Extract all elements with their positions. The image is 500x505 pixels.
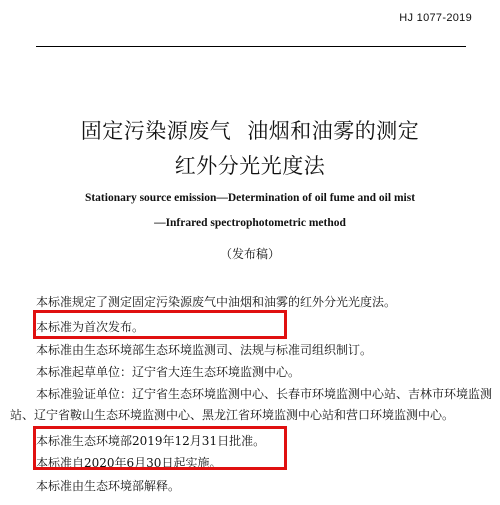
paragraph-effective-date: 本标准自2020年6月30日起实施。 <box>36 456 222 470</box>
highlight-box-first-release <box>33 310 287 339</box>
title-line-2: 红外分光光度法 <box>174 154 326 178</box>
paragraph-verification-units-line-2: 站、辽宁省鞍山生态环境监测中心、黑龙江省环境监测中心站和营口环境监测中心。 <box>10 408 455 422</box>
title-line-1 <box>0 115 500 145</box>
draft-label: （发布稿） <box>219 247 280 261</box>
header-rule <box>36 46 466 47</box>
english-title-line-1: Stationary source emission—Determination of oil fume and oil mist <box>84 192 416 204</box>
document-code: HJ 1077-2019 <box>399 12 472 24</box>
title-part-2: 油烟和油雾的测定 <box>247 119 420 143</box>
english-title-line-2: —Infrared spectrophotometric method <box>154 217 346 229</box>
paragraph-interpretation: 本标准由生态环境部解释。 <box>36 479 181 493</box>
paragraph-scope: 本标准规定了测定固定污染源废气中油烟和油雾的红外分光光度法。 <box>36 295 397 309</box>
paragraph-first-release: 本标准为首次发布。 <box>36 320 145 334</box>
paragraph-verification-units-line-1: 本标准验证单位：辽宁省生态环境监测中心、长春市环境监测中心站、吉林市环境监测 <box>36 387 493 401</box>
paragraph-approval-date: 本标准生态环境部2019年12月31日批准。 <box>36 434 266 448</box>
paragraph-drafting-unit: 本标准起草单位：辽宁省大连生态环境监测中心。 <box>36 365 301 379</box>
title-part-1: 固定污染源废气 <box>80 119 232 143</box>
paragraph-organizer: 本标准由生态环境部生态环境监测司、法规与标准司组织制订。 <box>36 343 373 357</box>
highlight-box-dates <box>33 426 287 470</box>
